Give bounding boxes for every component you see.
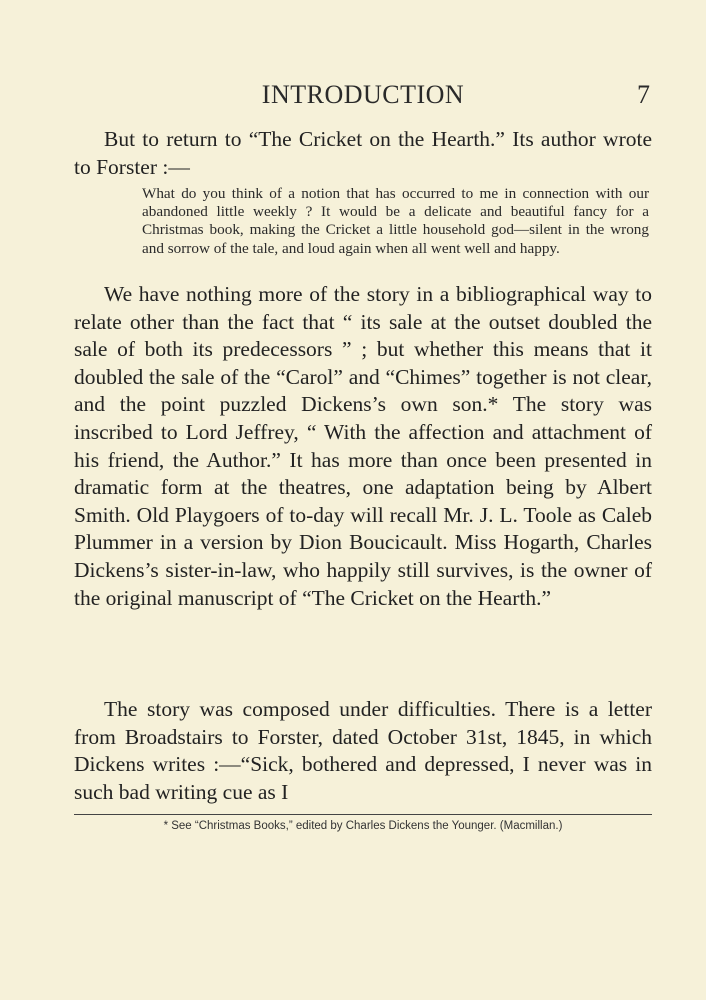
paragraph-bibliography: We have nothing more of the story in a bibliographical way to relate other than the fact that “ its sale at the outset doubled the sale of both its predecessors ” ; but whether this means that it doubled the sale of the “Carol” and “Chimes” together is not clear, and the point puzzled Dickens’s own son.* The story was inscribed to Lord Jeffrey, “ With the affection and attachment of his friend, the Author.” It has more than once been presented in dramatic form at the theatres, one adaptation being by Albert Smith. Old Playgoers of to-day will recall Mr. J. L. Toole as Caleb Plummer in a version by Dion Boucicault. Miss Hogarth, Charles Dickens’s sister-in-law, who happily still survives, is the owner of the original manuscript of “The Cricket on the Hearth.”: [74, 282, 652, 610]
running-head: [74, 80, 652, 112]
footnote: * See “Christmas Books,” edited by Charles Dickens the Younger. (Macmillan.): [163, 820, 563, 832]
page-number: 7: [637, 80, 650, 109]
block-quote: What do you think of a notion that has occurred to me in connection with our abandoned little weekly ? It would be a delicate and beautiful fancy for a Christmas book, making the Cricket a little household god—silent in the wrong and sorrow of the tale, and loud again when all went well and happy.: [142, 185, 649, 257]
running-title: INTRODUCTION: [261, 80, 465, 109]
paragraph-composition: The story was composed under difficulties. There is a letter from Broadstairs to Forster, dated October 31st, 1845, in which Dickens writes :—“Sick, bothered and depressed, I never was in such bad writing cue as I: [74, 697, 652, 804]
footnote-rule: [74, 814, 652, 815]
paragraph-intro: But to return to “The Cricket on the Hearth.” Its author wrote to Forster :—: [74, 127, 652, 179]
